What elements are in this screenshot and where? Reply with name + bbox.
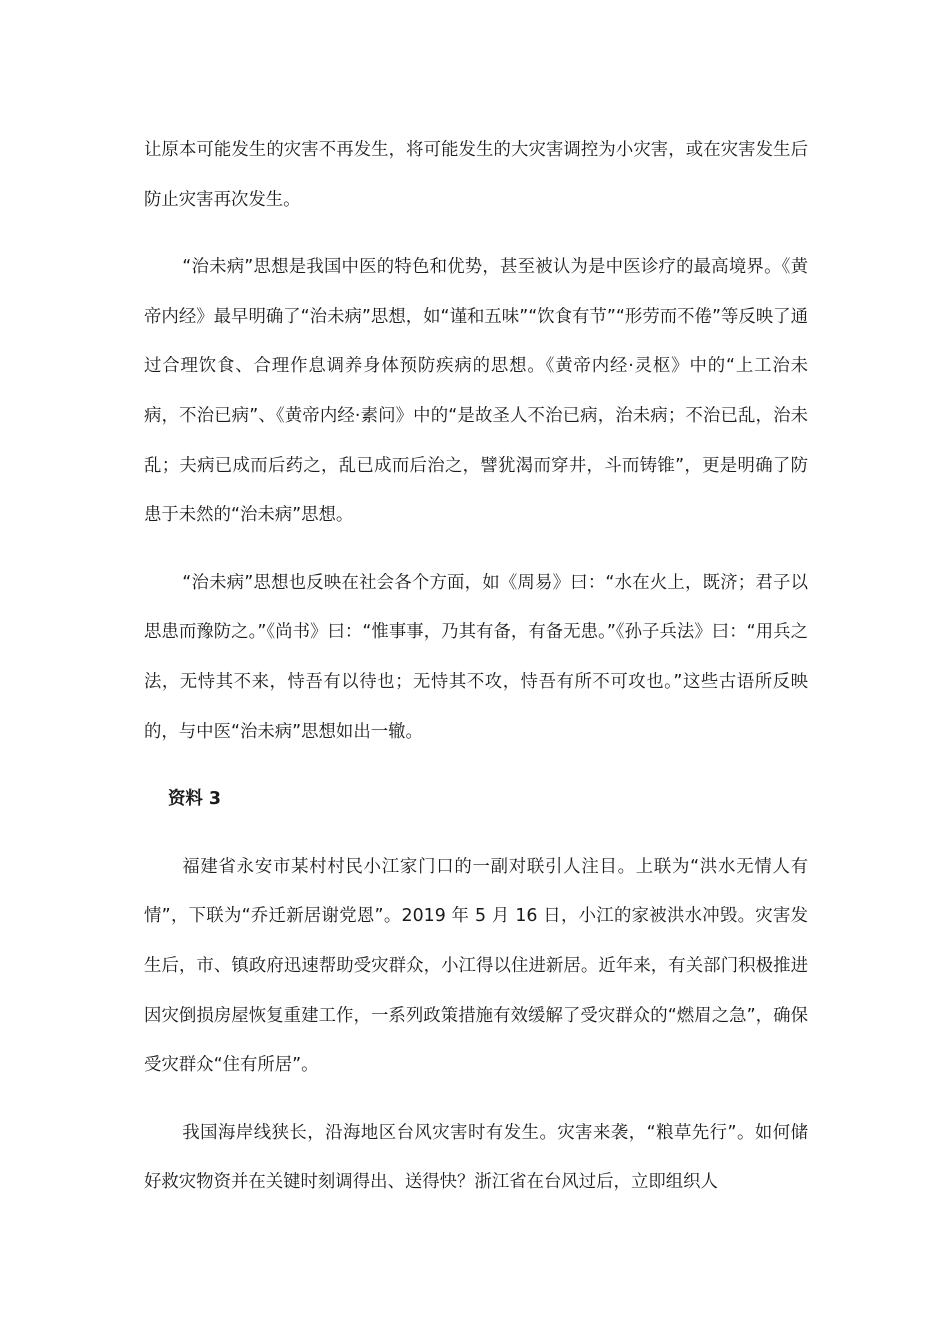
paragraph-fujian-couplet: 福建省永安市某村村民小江家门口的一副对联引人注目。上联为“洪水无情人有情”，下联为“乔迁新居谢党恩”。2019 年 5 月 16 日，小江的家被洪水冲毁。灾害发生后，市、镇政府迅速帮助受灾群众，小江得以住进新居。近年来，有关部门积极推进因灾倒损房屋恢复重建工作，一系列政策措施有效缓解了受灾群众的“燃眉之急”，确保受灾群众“住有所居”。 (144, 856, 808, 1076)
paragraph-continuation: 让原本可能发生的灾害不再发生，将可能发生的大灾害调控为小灾害，或在灾害发生后防止灾害再次发生。 (144, 140, 808, 210)
paragraph-coastal-typhoon: 我国海岸线狭长，沿海地区台风灾害时有发生。灾害来袭，“粮草先行”。如何储好救灾物资并在关键时刻调得出、送得快？浙江省在台风过后，立即组织人 (144, 1122, 808, 1193)
paragraph-zhiweibing-society: “治未病”思想也反映在社会各个方面，如《周易》曰：“水在火上，既济；君子以思患而豫防之。”《尚书》曰：“惟事事，乃其有备，有备无患。”《孙子兵法》曰：“用兵之法，无恃其不来，恃吾有以待也；无恃其不攻，恃吾有所不可攻也。”这些古语所反映的，与中医“治未病”思想如出一辙。 (144, 572, 808, 742)
paragraph-zhiweibing-intro: “治未病”思想是我国中医的特色和优势，甚至被认为是中医诊疗的最高境界。《黄帝内经》最早明确了“治未病”思想，如“谨和五味”“饮食有节”“形劳而不倦”等反映了通过合理饮食、合理作息调养身体预防疾病的思想。《黄帝内经·灵枢》中的“上工治未病，不治已病”、《黄帝内经·素问》中的“是故圣人不治已病，治未病；不治已乱，治未乱；夫病已成而后药之，乱已成而后治之，譬犹渴而穿井，斗而铸锥”，更是明确了防患于未然的“治未病”思想。 (144, 257, 808, 526)
section-heading-material-3: 资料 3 (168, 789, 221, 810)
document-page (144, 126, 808, 1208)
